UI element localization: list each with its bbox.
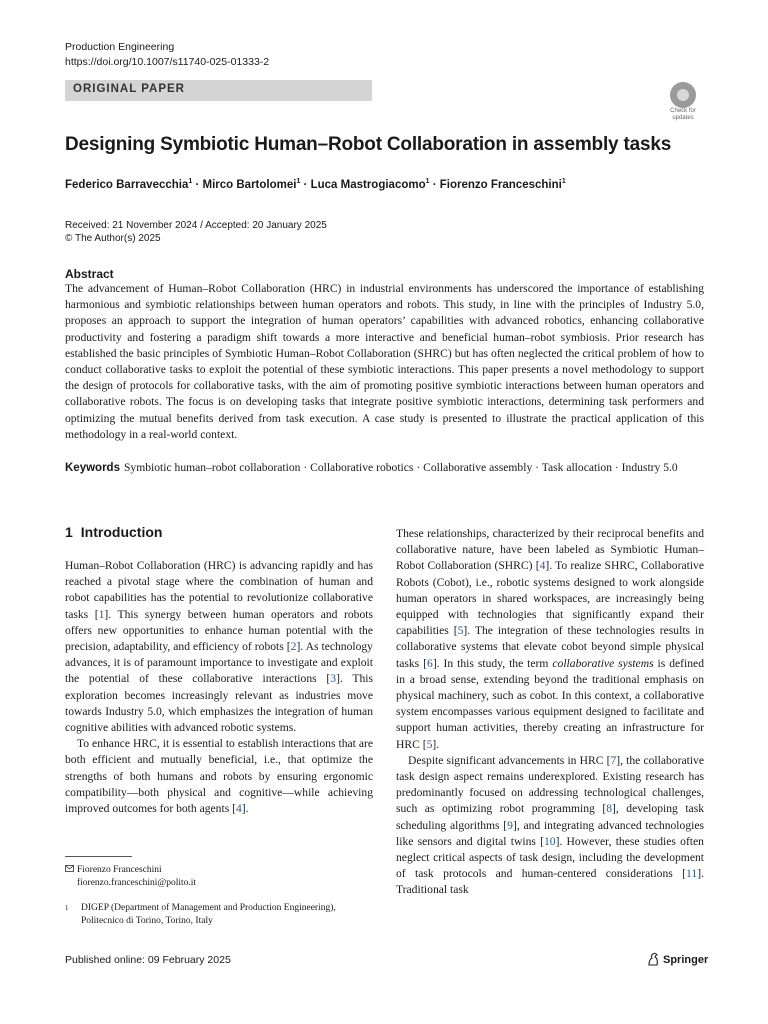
publisher-name: Springer (663, 954, 709, 966)
author-affiliation-mark: 1 (425, 178, 430, 185)
text-run: . In this study, the term (436, 656, 553, 670)
keywords-text: Symbiotic human–robot collaboration · Collaborative robotics · Collaborative assembly · Task allocation · Industry 5.0 (123, 461, 678, 474)
affiliation-number: 1 (65, 904, 69, 912)
emphasis-text: collaborative systems (552, 656, 654, 670)
citation-link[interactable]: 4 (235, 802, 242, 816)
publisher-logo (646, 952, 708, 966)
text-run: [ (326, 672, 331, 686)
check-for-updates-badge[interactable] (663, 82, 703, 126)
published-date: Published online: 09 February 2025 (65, 954, 231, 966)
body-column-left (65, 558, 373, 817)
citation-link[interactable]: 8 (606, 802, 612, 816)
keywords (65, 460, 704, 476)
text-run: ] (463, 624, 468, 638)
footnote-rule (65, 856, 132, 857)
text-run: [ (232, 802, 236, 816)
text-run: ] (296, 640, 301, 654)
text-run: To enhance HRC, it is essential to establish interactions that are both efficient and mutually beneficial, i.e., that optimize the strengths of both humans and robots by ensuring ergonomic compatibility—both physical and cognitive—while achieving improved outcomes for both agents (65, 737, 373, 816)
citation-link[interactable]: 1 (98, 607, 105, 621)
body-column-right (396, 526, 704, 899)
journal-name: Production Engineering (65, 41, 175, 53)
dates-block (65, 219, 327, 245)
text-run: ] (432, 737, 437, 751)
badge-line-2: updates (672, 115, 694, 121)
text-run: [ (453, 624, 458, 638)
abstract-heading: Abstract (65, 267, 114, 281)
text-run: ] (555, 834, 560, 848)
citation-link[interactable]: 2 (290, 640, 297, 654)
corresponding-author-footnote (65, 864, 196, 890)
author-separator: · (300, 178, 311, 191)
citation-link[interactable]: 11 (686, 867, 698, 881)
section-number: 1 (65, 524, 73, 540)
received-accepted: Received: 21 November 2024 / Accepted: 20 January 2025 (65, 220, 327, 231)
text-run: ] (616, 753, 621, 767)
author-list (65, 178, 566, 191)
text-run: ] (432, 656, 437, 670)
body-paragraph (65, 558, 373, 736)
envelope-icon (65, 864, 77, 877)
author-affiliation-mark: 1 (296, 178, 301, 185)
text-run: [ (535, 559, 540, 573)
badge-line-1: Check for (670, 108, 696, 114)
citation-link[interactable]: 4 (539, 559, 546, 573)
author-name[interactable]: Fiorenzo Franceschini (439, 178, 562, 191)
text-run: . As technology advances, it is of paramount importance to investigate and exploit the potential of these collaborative interactions (65, 640, 373, 686)
text-run: [ (606, 753, 611, 767)
text-run: . This synergy between human operators and robots offers new opportunities to enhance human potential with the precision, adaptability, and efficiency of robots (65, 607, 373, 654)
affiliation-footnote (65, 902, 365, 928)
corresponding-email[interactable]: fiorenzo.franceschini@polito.it (77, 878, 197, 888)
citation-link[interactable]: 10 (543, 834, 556, 848)
citation-link[interactable]: 5 (457, 624, 464, 638)
section-banner (65, 80, 372, 101)
author-affiliation-mark: 1 (561, 178, 566, 185)
text-run: ] (545, 559, 550, 573)
text-run: , developing task scheduling algorithms (396, 802, 705, 832)
text-run: ] (336, 672, 340, 686)
author-name[interactable]: Federico Barravecchia (65, 178, 189, 191)
abstract-text: The advancement of Human–Robot Collaboration (HRC) in industrial environments has underscored the importance of establishing harmonious and symbiotic relationships between human operators and robots. This study, in line with the principles of Industry 5.0, proposes an approach to support the integration of human operators’ capabilities with advanced robotics, enhancing collaborative productivity and fostering a paradigm shift towards a more interactive and beneficial human–robot symbiosis. Prior research has established the basic principles of Symbiotic Human–Robot Collaboration (SHRC) but has often neglected the critical problem of how to conduct collaborative tasks to exploit the potential of these symbiotic interactions. This paper presents a novel methodology to support the design of protocols for collaborative tasks, with the aim of promoting positive symbiotic interactions between human operators and collaborative robots. The focus is on developing tasks that integrate positive symbiotic interactions, determining task performers and optimizing the mutual benefits derived from task execution. A case study is presented to illustrate the practical application of this methodology in a real-world context. (65, 282, 704, 441)
keywords-label: Keywords (65, 462, 120, 474)
section-label: ORIGINAL PAPER (73, 83, 185, 95)
text-run: ] (697, 867, 702, 881)
text-run: Despite significant advancements in HRC (408, 753, 607, 767)
text-run: . To realize SHRC, Collaborative Robots (Cobot), i.e., robotic systems designed to work alongside human operators in shared workspaces, are increasingly being equipped with technologies that significantly expand their capabilities (396, 559, 704, 638)
text-run: ] (104, 607, 109, 621)
text-run: [ (682, 867, 687, 881)
text-run: ] (512, 818, 517, 832)
text-run: is defined in a broad sense, extending beyond the traditional emphasis on physical machinery, such as cobot. In this context, a collaborative system encompasses various equipment designed to facilitate and support human activities, thereby creating an infrastructure for HRC (396, 656, 704, 751)
author-separator: · (429, 178, 440, 191)
body-paragraph (65, 736, 373, 817)
text-run: . Traditional task (396, 867, 704, 897)
journal-header (65, 40, 269, 70)
section-heading (65, 524, 162, 540)
text-run: . (245, 802, 249, 816)
doi-link[interactable]: https://doi.org/10.1007/s11740-025-01333-2 (65, 56, 270, 68)
text-run: [ (540, 834, 544, 848)
text-run: . The integration of these technologies results in collaborative systems that elevate cobot beyond simple physical tasks (396, 624, 704, 670)
text-run: . (436, 737, 440, 751)
springer-horse-icon (646, 952, 660, 966)
text-run: These relationships, characterized by their reciprocal benefits and collaborative nature, have been labeled as Symbiotic Human–Robot Collaboration (SHRC) (396, 527, 704, 573)
citation-link[interactable]: 3 (330, 672, 337, 686)
text-run: [ (422, 737, 427, 751)
author-name[interactable]: Mirco Bartolomei (202, 178, 297, 191)
check-updates-icon (670, 82, 696, 108)
affiliation-text: DIGEP (Department of Management and Production Engineering), Politecnico di Torino, Torino, Italy (81, 903, 336, 926)
citation-link[interactable]: 6 (427, 656, 433, 670)
body-paragraph (396, 753, 704, 899)
text-run: [ (94, 607, 99, 621)
author-separator: · (192, 178, 203, 191)
copyright: © The Author(s) 2025 (65, 233, 161, 244)
text-run: [ (286, 640, 291, 654)
citation-link[interactable]: 5 (426, 737, 433, 751)
text-run: [ (602, 802, 607, 816)
text-run: , the collaborative task design aspect remains underexplored. Existing research has predominantly focused on addressing technological challenges, such as optimizing robot programming (396, 753, 704, 816)
text-run: . However, these studies often neglect critical aspects of task design, including the development of task protocols and human-centered considerations (396, 834, 704, 881)
corresponding-name: Fiorenzo Franceschini (77, 865, 162, 875)
body-paragraph (396, 526, 704, 753)
text-run: , and integrating advanced technologies like sensors and digital twins (396, 818, 705, 848)
citation-link[interactable]: 7 (610, 753, 617, 767)
author-affiliation-mark: 1 (188, 178, 193, 185)
author-name[interactable]: Luca Mastrogiacomo (310, 178, 426, 191)
text-run: [ (503, 818, 508, 832)
section-title: Introduction (80, 524, 163, 540)
citation-link[interactable]: 9 (507, 818, 513, 832)
text-run: ] (612, 802, 616, 816)
text-run: Human–Robot Collaboration (HRC) is advancing rapidly and has reached a pivotal stage where the combination of human and robot capabilities has the potential to revolutionize collaborative tasks (65, 559, 373, 621)
text-run: [ (423, 656, 428, 670)
text-run: . This exploration becomes increasingly relevant as industries move towards Industry 5.0, which emphasizes the integration of human cognitive abilities with advanced robotic systems. (65, 672, 374, 735)
text-run: ] (241, 802, 246, 816)
paper-title: Designing Symbiotic Human–Robot Collaboration in assembly tasks (65, 134, 672, 155)
